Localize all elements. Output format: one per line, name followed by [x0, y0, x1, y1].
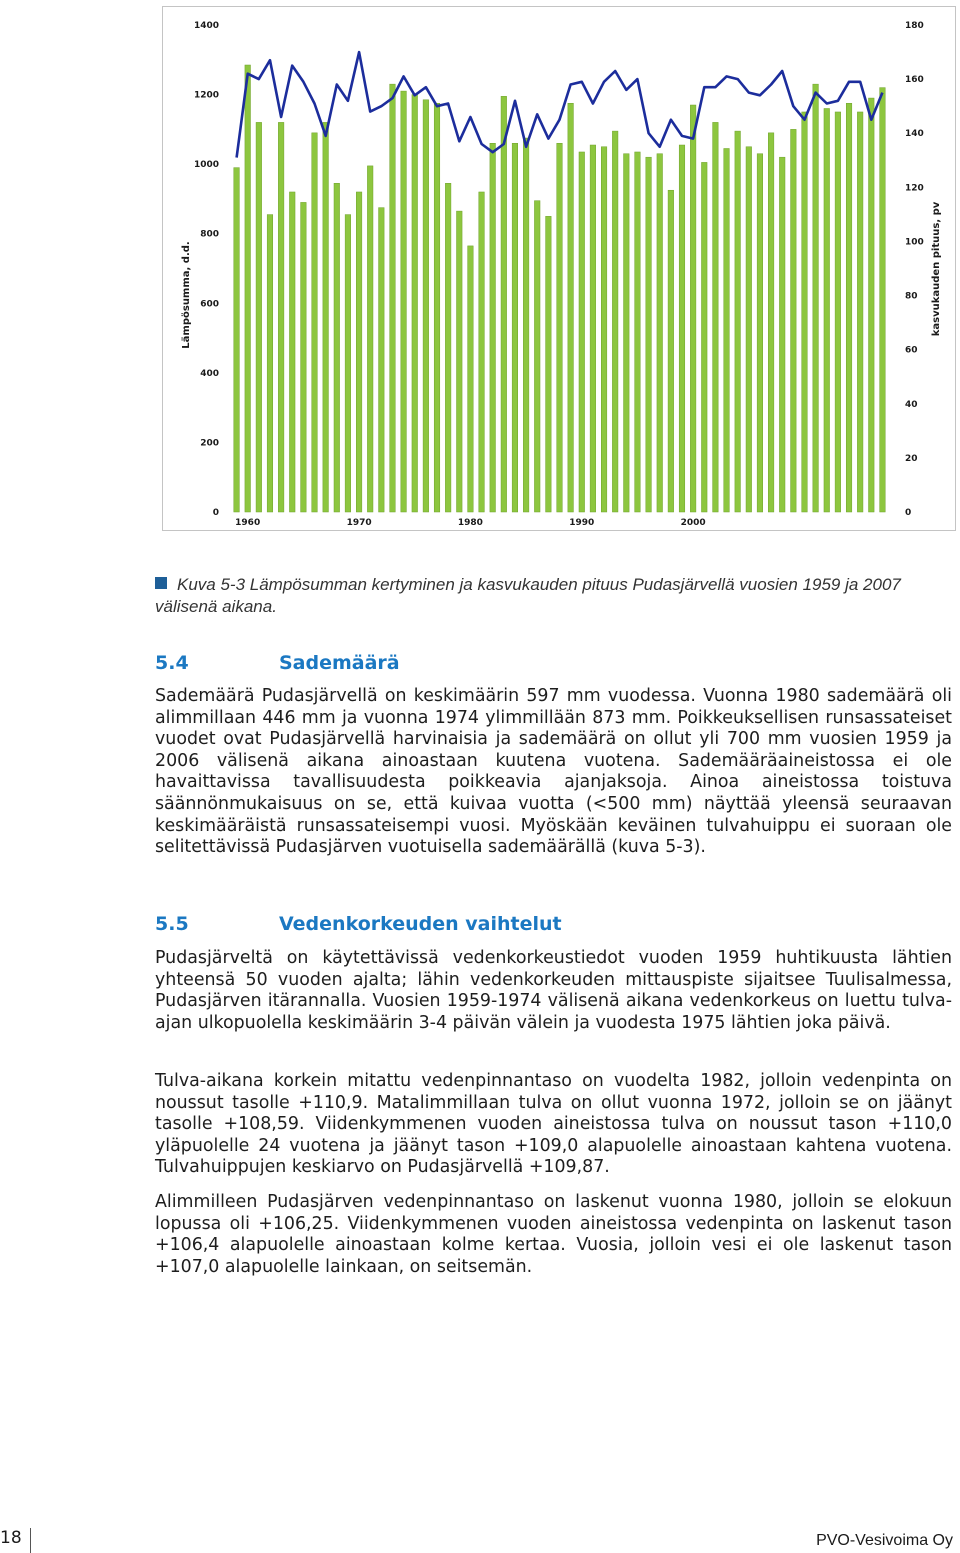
left-tick-label: 1000 — [193, 160, 219, 171]
right-tick-label: 120 — [905, 183, 924, 194]
chart-bar-38 — [657, 154, 663, 512]
chart-bar-40 — [679, 145, 685, 512]
chart-bar-30 — [568, 103, 574, 512]
chart-bar-50 — [791, 129, 797, 512]
chart-bar-18 — [434, 103, 440, 512]
left-tick-label: 200 — [200, 438, 219, 449]
chart-bar-9 — [334, 183, 340, 512]
section-number: 5.5 — [155, 913, 189, 935]
footer-divider — [30, 1528, 31, 1553]
paragraph-sademaara: Sademäärä Pudasjärvellä on keskimäärin 597 mm vuodessa. Vuonna 1980 sademäärä oli alimmillaan 446 mm ja vuonna 1974 ylimmillään 873 mm. Poikkeuksellisen runsassateiset vuodet ovat Pudasjärvellä harvinaisia ja sademäärä on ollut yli 700 mm vuosien 1959 ja 2006 välisenä aikana ainoastaan kuutena vuotena. Sademääräaineistossa ei ole havaittavissa tavallisuudesta poikkeavia ajanjaksoja. Ainoa aineistossa toistuva säännönmukaisuus on se, että kuivaa vuotta (<500 mm) näyttää yleensä seuraavan keskimääräistä runsassateisempi vuosi. Myöskään keväinen tulvahuippu ei suoraan ole selitettävissä Pudasjärven vuotuisella sademäärällä (kuva 5-3). — [155, 686, 952, 858]
chart-bar-39 — [668, 190, 674, 512]
x-tick-label: 1990 — [569, 518, 595, 528]
chart-bar-16 — [412, 95, 418, 512]
chart-bar-20 — [457, 211, 463, 512]
chart-bar-32 — [590, 145, 596, 512]
x-tick-label: 1970 — [346, 518, 372, 528]
chart-bar-51 — [802, 112, 808, 512]
paragraph-vedenkorkeus-2: Tulva-aikana korkein mitattu vedenpinnantaso on vuodelta 1982, jolloin vedenpinta on noussut tasolle +110,9. Matalimmillaan tulva on ollut vuonna 1972, jolloin se on jäänyt tasolle +108,59. Viidenkymmenen vuoden aineistossa tulva on noussut tason +110,0 yläpuolelle 24 vuotena ja jäänyt tason +109,0 alapuolelle ainoastaan kahtena vuotena. Tulvahuippujen keskiarvo on Pudasjärvellä +109,87. — [155, 1071, 952, 1178]
chart-bar-6 — [301, 202, 307, 512]
chart-bar-54 — [835, 112, 841, 512]
x-tick-label: 1960 — [235, 518, 261, 528]
right-tick-label: 80 — [905, 291, 918, 302]
chart-bar-37 — [646, 157, 652, 512]
right-axis-label: kasvukauden pituus, pv — [931, 201, 942, 337]
chart-bar-19 — [445, 183, 451, 512]
chart-bar-56 — [857, 112, 863, 512]
chart-bar-31 — [579, 152, 585, 512]
chart-bar-42 — [701, 162, 707, 512]
chart-bar-53 — [824, 108, 830, 512]
chart-bar-7 — [312, 133, 318, 512]
x-tick-label: 2000 — [680, 518, 706, 528]
chart-bar-41 — [690, 105, 696, 512]
chart-bar-47 — [757, 154, 763, 512]
right-tick-label: 60 — [905, 345, 918, 356]
right-tick-label: 40 — [905, 399, 918, 410]
chart-bar-13 — [379, 208, 385, 512]
page-number: 18 — [0, 1528, 22, 1548]
chart-bar-57 — [869, 98, 875, 512]
left-tick-label: 1400 — [193, 21, 219, 31]
chart-bar-35 — [624, 154, 630, 512]
right-tick-label: 100 — [905, 237, 924, 248]
right-tick-label: 0 — [905, 508, 912, 518]
paragraph-vedenkorkeus-3: Alimmilleen Pudasjärven vedenpinnantaso on laskenut vuonna 1980, jolloin se elokuun lopussa oli +106,25. Viidenkymmenen vuoden aineistossa vedenpinta on laskenut tason +106,4 alapuolelle ainoastaan kolme kertaa. Vuosia, jolloin vesi ei ole laskenut tason +107,0 alapuolelle lainkaan, on seitsemän. — [155, 1192, 952, 1277]
chart-bar-23 — [490, 143, 496, 512]
right-tick-label: 140 — [905, 129, 924, 140]
chart-bar-21 — [468, 246, 474, 512]
section-heading-5-5 — [155, 913, 562, 935]
chart-bar-22 — [479, 192, 485, 512]
chart-bar-8 — [323, 122, 329, 512]
chart-bar-26 — [523, 138, 529, 512]
chart-bar-36 — [635, 152, 641, 512]
chart-bar-34 — [612, 131, 618, 512]
chart-bar-58 — [880, 88, 886, 512]
chart-bar-44 — [724, 148, 730, 512]
paragraph-vedenkorkeus-1: Pudasjärveltä on käytettävissä vedenkorkeustiedot vuoden 1959 huhtikuusta lähtien yhteensä 50 vuoden ajalta; lähin vedenkorkeuden mittauspiste sijaitsee Tuulisalmessa, Pudasjärven itärannalla. Vuosien 1959-1974 välisenä aikana vedenkorkeus on luettu tulva-ajan ulkopuolella keskimäärin 3-4 päivän välein ja vuodesta 1975 lähtien joka päivä. — [155, 948, 952, 1033]
chart-bar-48 — [768, 133, 774, 512]
chart-bar-29 — [557, 143, 563, 512]
chart-bar-45 — [735, 131, 741, 512]
right-tick-label: 180 — [905, 21, 924, 31]
chart-bar-4 — [278, 122, 284, 512]
chart-bar-52 — [813, 84, 819, 512]
chart-bar-2 — [256, 122, 262, 512]
left-axis-label: Lämpösumma, d.d. — [181, 241, 192, 349]
left-tick-label: 600 — [200, 299, 219, 310]
chart-bar-43 — [713, 122, 719, 512]
publisher-name: PVO-Vesivoima Oy — [816, 1532, 953, 1549]
chart-bar-15 — [401, 91, 407, 512]
chart-bar-5 — [289, 192, 295, 512]
chart-bar-33 — [601, 147, 607, 512]
caption-bullet-icon — [155, 577, 167, 589]
x-tick-label: 1980 — [457, 518, 483, 528]
chart-svg — [163, 7, 955, 530]
chart-bar-10 — [345, 215, 351, 512]
chart-bar-49 — [779, 157, 785, 512]
chart-bar-24 — [501, 96, 507, 512]
left-tick-label: 1200 — [193, 90, 219, 101]
left-tick-label: 400 — [200, 368, 219, 379]
chart-bar-25 — [512, 143, 518, 512]
section-title: Vedenkorkeuden vaihtelut — [279, 913, 562, 935]
right-tick-label: 20 — [905, 453, 918, 464]
chart-bar-14 — [390, 84, 396, 512]
chart-bar-1 — [245, 65, 251, 512]
chart-bar-3 — [267, 215, 273, 512]
caption-text: Kuva 5-3 Lämpösumman kertyminen ja kasvukauden pituus Pudasjärvellä vuosien 1959 ja 2007 välisenä aikana. — [155, 575, 901, 616]
right-tick-label: 160 — [905, 75, 924, 86]
chart-bar-0 — [234, 168, 240, 512]
chart-bar-12 — [367, 166, 373, 512]
section-number: 5.4 — [155, 652, 189, 674]
chart-bar-17 — [423, 100, 429, 512]
chart-bar-11 — [356, 192, 362, 512]
figure-caption — [155, 574, 935, 618]
chart-series-line — [237, 52, 883, 158]
left-tick-label: 0 — [212, 508, 219, 518]
chart-bar-55 — [846, 103, 852, 512]
left-tick-label: 800 — [200, 229, 219, 240]
section-title: Sademäärä — [279, 652, 400, 674]
chart-bar-28 — [546, 216, 552, 512]
chart-figure — [162, 6, 956, 531]
section-heading-5-4 — [155, 652, 400, 674]
chart-bar-46 — [746, 147, 752, 512]
chart-bar-27 — [534, 201, 540, 512]
